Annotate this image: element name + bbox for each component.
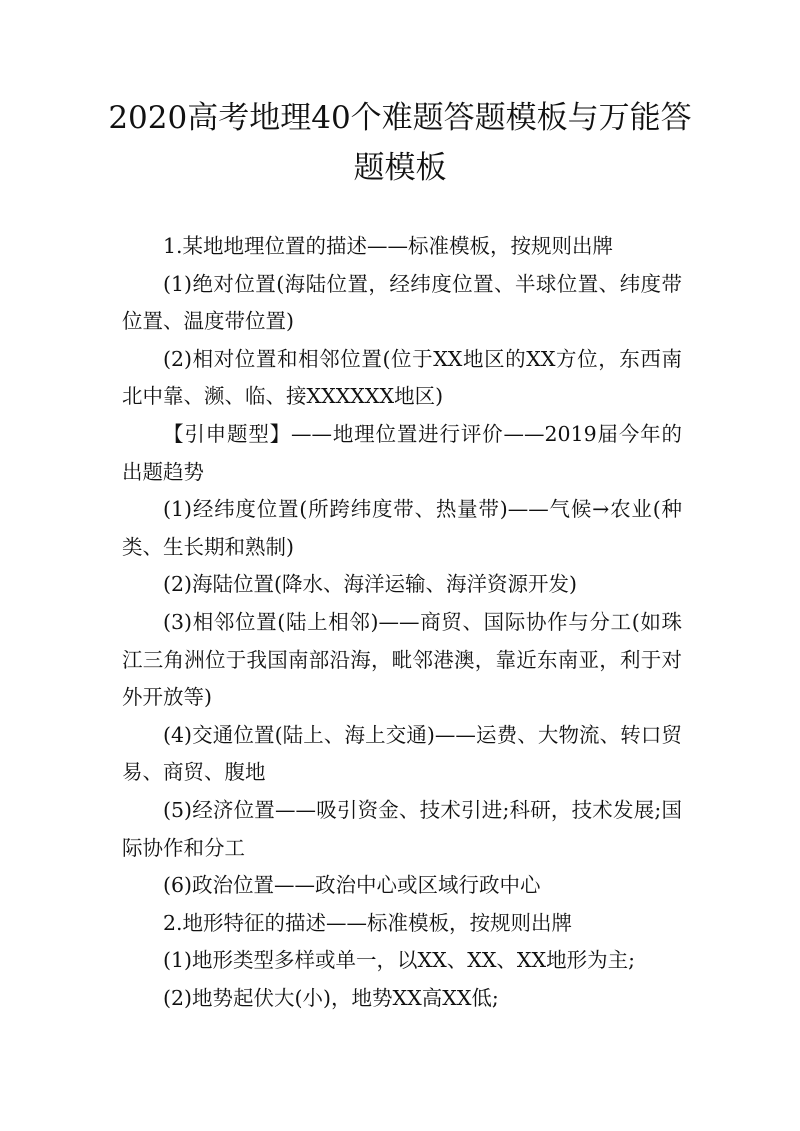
paragraph-5: (1)经纬度位置(所跨纬度带、热量带)——气候→农业(种类、生长期和熟制) bbox=[122, 497, 682, 559]
paragraph-1: 1.某地地理位置的描述——标准模板，按规则出牌 bbox=[163, 234, 614, 258]
paragraph-13: (2)地势起伏大(小)，地势XX高XX低; bbox=[163, 985, 499, 1010]
document-body bbox=[122, 228, 682, 1017]
paragraph-11: 2.地形特征的描述——标准模板，按规则出牌 bbox=[163, 910, 573, 935]
document-title: 2020高考地理40个难题答题模板与万能答题模板 bbox=[108, 100, 692, 186]
paragraph-2: (1)绝对位置(海陆位置，经纬度位置、半球位置、纬度带位置、温度带位置) bbox=[122, 271, 682, 334]
paragraph-10: (6)政治位置——政治中心或区域行政中心 bbox=[163, 873, 541, 898]
paragraph-8: (4)交通位置(陆上、海上交通)——运费、大物流、转口贸易、商贸、腹地 bbox=[122, 722, 682, 785]
paragraph-12: (1)地形类型多样或单一，以XX、XX、XX地形为主; bbox=[163, 948, 636, 973]
paragraph-7: (3)相邻位置(陆上相邻)——商贸、国际协作与分工(如珠江三角洲位于我国南部沿海，毗邻港澳，靠近东南亚，利于对外开放等) bbox=[122, 609, 682, 710]
paragraph-9: (5)经济位置——吸引资金、技术引进;科研，技术发展;国际协作和分工 bbox=[122, 797, 682, 860]
paragraph-3: (2)相对位置和相邻位置(位于XX地区的XX方位，东西南北中靠、濒、临、接XXXXXX地区) bbox=[122, 346, 682, 409]
paragraph-6: (2)海陆位置(降水、海洋运输、海洋资源开发) bbox=[163, 572, 578, 597]
paragraph-4: 【引申题型】——地理位置进行评价——2019届今年的出题趋势 bbox=[122, 421, 682, 484]
